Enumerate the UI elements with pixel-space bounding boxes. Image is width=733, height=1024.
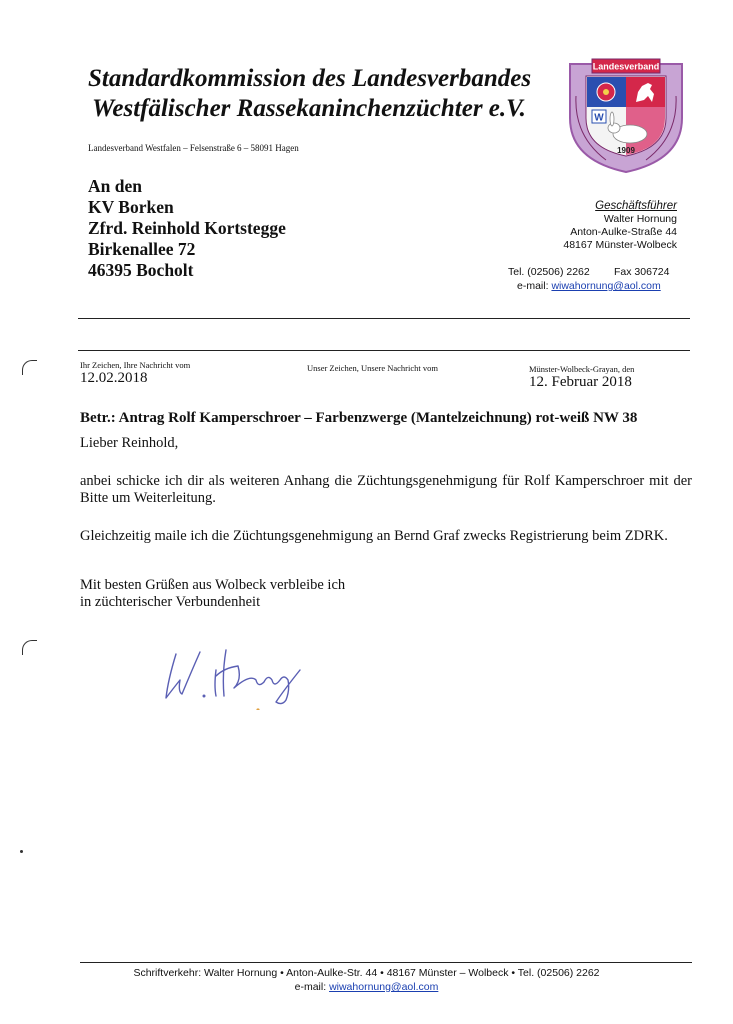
recipient-line: 46395 Bocholt [88, 260, 194, 280]
footer-email-link[interactable]: wiwahornung@aol.com [329, 981, 439, 993]
manager-email-label: e-mail: [517, 280, 549, 292]
divider-line [78, 318, 690, 319]
margin-fold-mark [22, 360, 37, 375]
your-reference-label: Ihr Zeichen, Ihre Nachricht vom [80, 360, 191, 370]
place-date-label: Münster-Wolbeck-Grayan, den [529, 364, 635, 374]
association-emblem [566, 56, 686, 174]
sender-address: Landesverband Westfalen – Felsenstraße 6 – 58091 Hagen [88, 143, 299, 153]
emblem-year: 1909 [617, 146, 635, 155]
recipient-line: KV Borken [88, 197, 174, 217]
emblem-top-text: Landesverband [592, 61, 660, 72]
manager-street: Anton-Aulke-Straße 44 [570, 226, 677, 238]
manager-phone: Tel. (02506) 2262 [508, 266, 590, 278]
recipient-line: An den [88, 176, 142, 196]
footer-email-line [0, 980, 733, 994]
manager-email-link[interactable]: wiwahornung@aol.com [551, 280, 661, 292]
letterhead-title-line1: Standardkommission des Landesverbandes [88, 65, 532, 92]
manager-city: 48167 Münster-Wolbeck [563, 239, 677, 251]
margin-fold-mark [22, 640, 37, 655]
your-reference-value: 12.02.2018 [80, 370, 148, 386]
manager-contact [563, 200, 677, 252]
salutation: Lieber Reinhold, [80, 435, 179, 451]
letter-date: 12. Februar 2018 [529, 374, 632, 390]
footer-contact-line: Schriftverkehr: Walter Hornung • Anton-Aulke-Str. 44 • 48167 Münster – Wolbeck • Tel. (02506) 2262 [133, 967, 600, 979]
our-reference-label: Unser Zeichen, Unsere Nachricht vom [307, 363, 438, 373]
divider-line [78, 350, 690, 351]
recipient-line: Birkenallee 72 [88, 239, 196, 259]
emblem-letter: W [594, 112, 604, 124]
body-paragraph-2: Gleichzeitig maile ich die Züchtungsgenehmigung an Bernd Graf zwecks Registrierung beim ZDRK. [80, 528, 668, 544]
recipient-line: Zfrd. Reinhold Kortstegge [88, 218, 286, 238]
manager-name: Walter Hornung [603, 213, 677, 225]
scan-speck [20, 850, 23, 853]
manager-email-line [517, 280, 661, 292]
letterhead-title-line2: Westfälischer Rassekaninchenzüchter e.V. [92, 95, 526, 122]
footer-divider [80, 962, 692, 963]
recipient-address [88, 176, 286, 281]
manager-title: Geschäftsführer [595, 200, 677, 212]
footer-email-label: e-mail: [294, 981, 327, 993]
manager-fax: Fax 306724 [614, 266, 670, 278]
letter-subject: Betr.: Antrag Rolf Kamperschroer – Farbenzwerge (Mantelzeichnung) rot-weiß NW 38 [80, 410, 638, 426]
handwritten-signature [158, 640, 318, 710]
closing-line-2: in züchterischer Verbundenheit [80, 594, 261, 610]
body-paragraph-1: anbei schicke ich dir als weiteren Anhang die Züchtungsgenehmigung für Rolf Kamperschroer mit der Bitte um Weiterleitung. [80, 473, 692, 506]
closing-line-1: Mit besten Grüßen aus Wolbeck verbleibe ich [80, 577, 346, 593]
